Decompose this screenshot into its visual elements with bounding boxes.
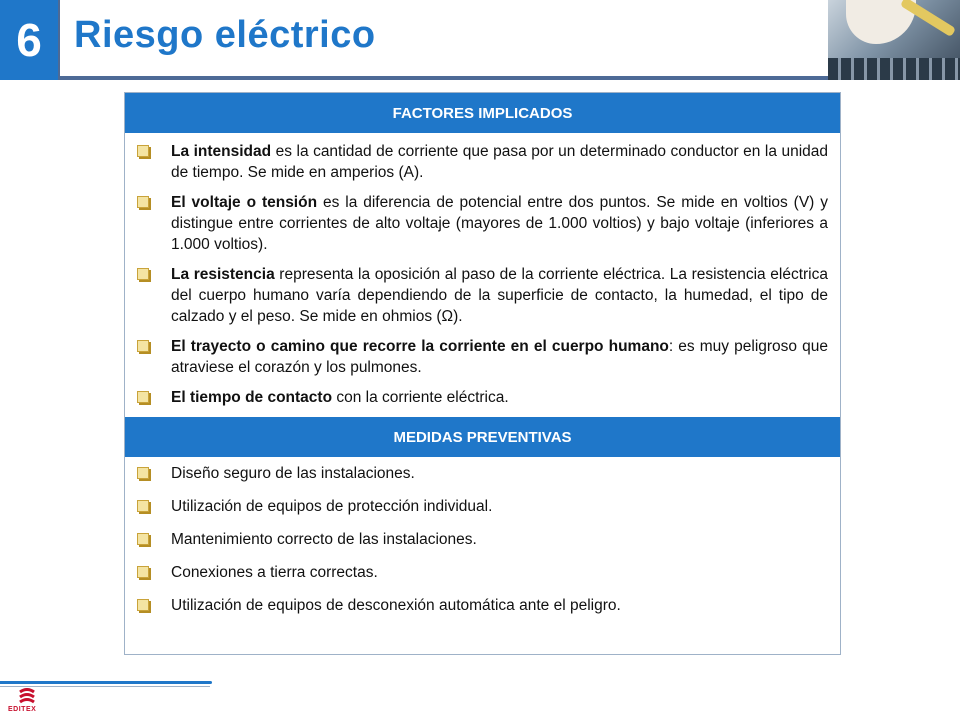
factor-description: es la cantidad de corriente que pasa por un determinado conductor en la unidad de tiempo. Se mide en amperios (A). xyxy=(171,143,828,181)
factor-term: El voltaje o tensión xyxy=(171,194,318,211)
measures-list xyxy=(125,457,840,616)
list-item xyxy=(137,595,828,616)
header-photo xyxy=(828,0,960,80)
factor-description: es la diferencia de potencial entre dos puntos. Se mide en voltios (V) y distingue entre corrientes de alto voltaje (mayores de 1.000 voltios) y bajo voltaje (inferiores a 1.000 voltios). xyxy=(171,194,829,253)
measures-heading-text: MEDIDAS PREVENTIVAS xyxy=(393,428,572,446)
factor-text xyxy=(171,264,828,327)
measure-text: Utilización de equipos de protección individual. xyxy=(171,498,493,515)
square-bullet-icon xyxy=(137,533,149,545)
list-item xyxy=(137,141,828,183)
list-item xyxy=(137,336,828,378)
factor-text xyxy=(171,336,828,378)
chapter-number: 6 xyxy=(16,14,42,66)
factor-description: representa la oposición al paso de la corriente eléctrica. La resistencia eléctrica del cuerpo humano varía dependiendo de la superficie de contacto, la humedad, el tipo de calzado y el peso. Se mide en ohmios (Ω). xyxy=(171,266,828,325)
factor-term: La resistencia xyxy=(171,266,275,283)
photo-keys-shape xyxy=(828,58,960,80)
factor-text xyxy=(171,141,828,183)
factor-description: : es muy peligroso que atraviese el corazón y los pulmones. xyxy=(171,338,828,376)
editex-logo-icon xyxy=(16,688,38,706)
square-bullet-icon xyxy=(137,500,149,512)
square-bullet-icon xyxy=(137,145,149,157)
list-item xyxy=(137,463,828,484)
square-bullet-icon xyxy=(137,467,149,479)
measure-text: Conexiones a tierra correctas. xyxy=(171,564,378,581)
measures-heading xyxy=(125,417,840,457)
factor-description: con la corriente eléctrica. xyxy=(332,389,509,406)
list-item xyxy=(137,264,828,327)
content-table xyxy=(124,92,841,655)
square-bullet-icon xyxy=(137,340,149,352)
chapter-number-badge xyxy=(0,0,58,80)
editex-logo-text: EDITEX xyxy=(8,706,37,713)
factor-term: La intensidad xyxy=(171,143,272,160)
page-title: Riesgo eléctrico xyxy=(74,14,376,56)
measure-text: Utilización de equipos de desconexión automática ante el peligro. xyxy=(171,597,621,614)
footer-divider xyxy=(0,681,212,684)
list-item xyxy=(137,192,828,255)
factor-term: El tiempo de contacto xyxy=(171,389,333,406)
factor-term: El trayecto o camino que recorre la corriente en el cuerpo humano xyxy=(171,338,669,355)
list-item xyxy=(137,562,828,583)
factors-heading xyxy=(125,93,840,133)
factor-text xyxy=(171,192,828,255)
list-item xyxy=(137,387,828,408)
square-bullet-icon xyxy=(137,391,149,403)
measure-text: Diseño seguro de las instalaciones. xyxy=(171,465,415,482)
square-bullet-icon xyxy=(137,268,149,280)
square-bullet-icon xyxy=(137,599,149,611)
list-item xyxy=(137,496,828,517)
factors-list xyxy=(125,133,840,408)
list-item xyxy=(137,529,828,550)
square-bullet-icon xyxy=(137,566,149,578)
footer-divider-thin xyxy=(0,686,210,687)
measure-text: Mantenimiento correcto de las instalaciones. xyxy=(171,531,477,548)
square-bullet-icon xyxy=(137,196,149,208)
factors-heading-text: FACTORES IMPLICADOS xyxy=(392,104,573,122)
factor-text xyxy=(171,387,828,408)
editex-logo xyxy=(8,688,52,718)
